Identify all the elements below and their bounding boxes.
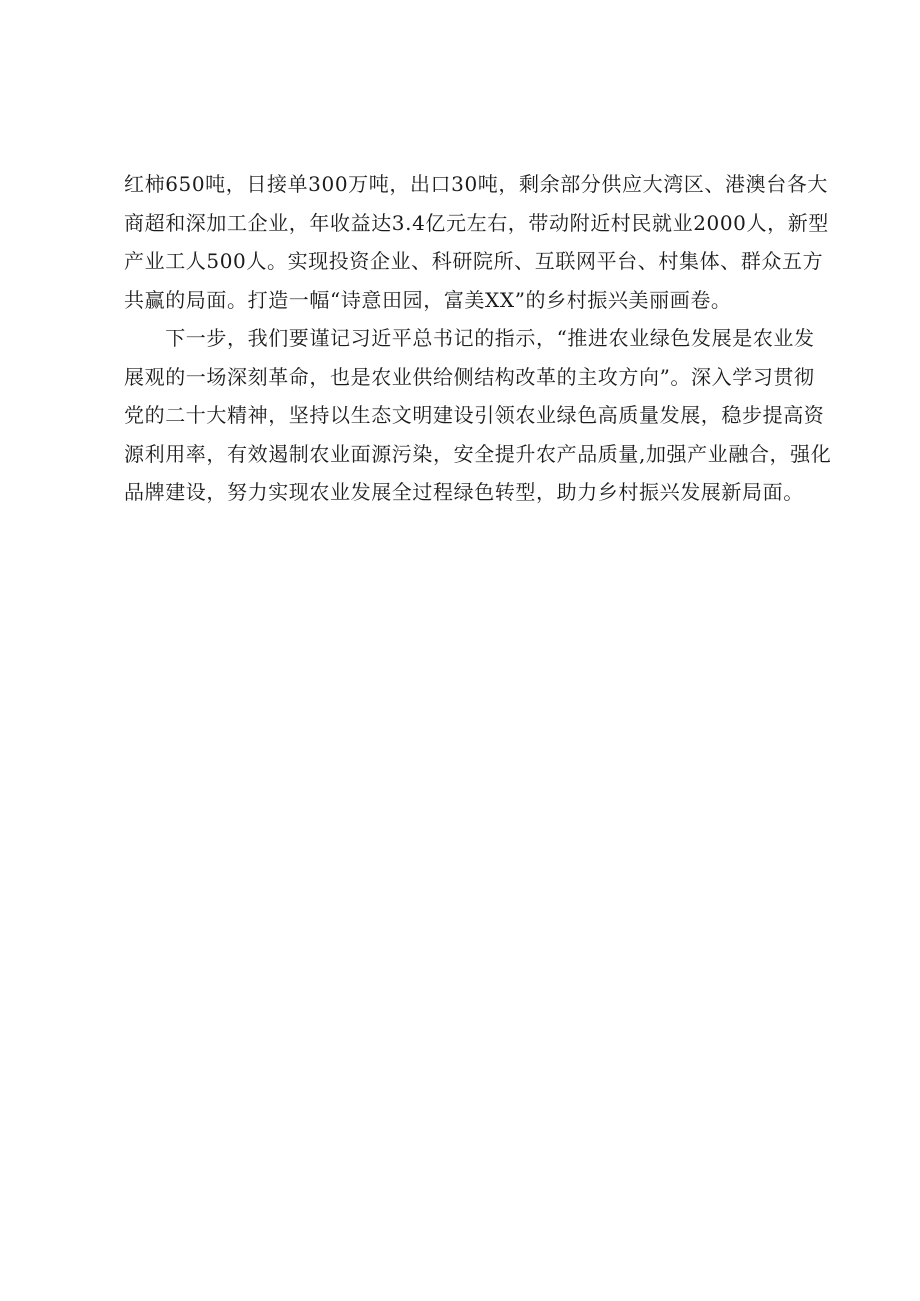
text-line: 源利用率，有效遏制农业面源污染，安全提升农产品质量,加强产业融合，强化 xyxy=(124,441,832,466)
text-line: 下一步，我们要谨记习近平总书记的指示，“推进农业绿色发展是农业发 xyxy=(124,326,815,350)
paragraph-2 xyxy=(124,319,832,512)
text-line: 红柿650吨，日接单300万吨，出口30吨，剩余部分供应大湾区、港澳台各大 xyxy=(124,172,828,196)
text-line: 产业工人500人。实现投资企业、科研院所、互联网平台、村集体、群众五方 xyxy=(124,249,824,273)
paragraph-1 xyxy=(124,165,829,319)
text-line: 展观的一场深刻革命，也是农业供给侧结构改革的主攻方向”。深入学习贯彻 xyxy=(124,364,815,389)
text-line: 品牌建设，努力实现农业发展全过程绿色转型，助力乡村振兴发展新局面。 xyxy=(124,480,804,504)
document-body xyxy=(124,165,832,512)
text-line: 商超和深加工企业，年收益达3.4亿元左右，带动附近村民就业2000人，新型 xyxy=(124,210,829,235)
text-line: 共赢的局面。打造一幅“诗意田园，富美XX”的乡村振兴美丽画卷。 xyxy=(124,287,732,312)
text-line: 党的二十大精神，坚持以生态文明建设引领农业绿色高质量发展，稳步提高资 xyxy=(124,403,825,427)
